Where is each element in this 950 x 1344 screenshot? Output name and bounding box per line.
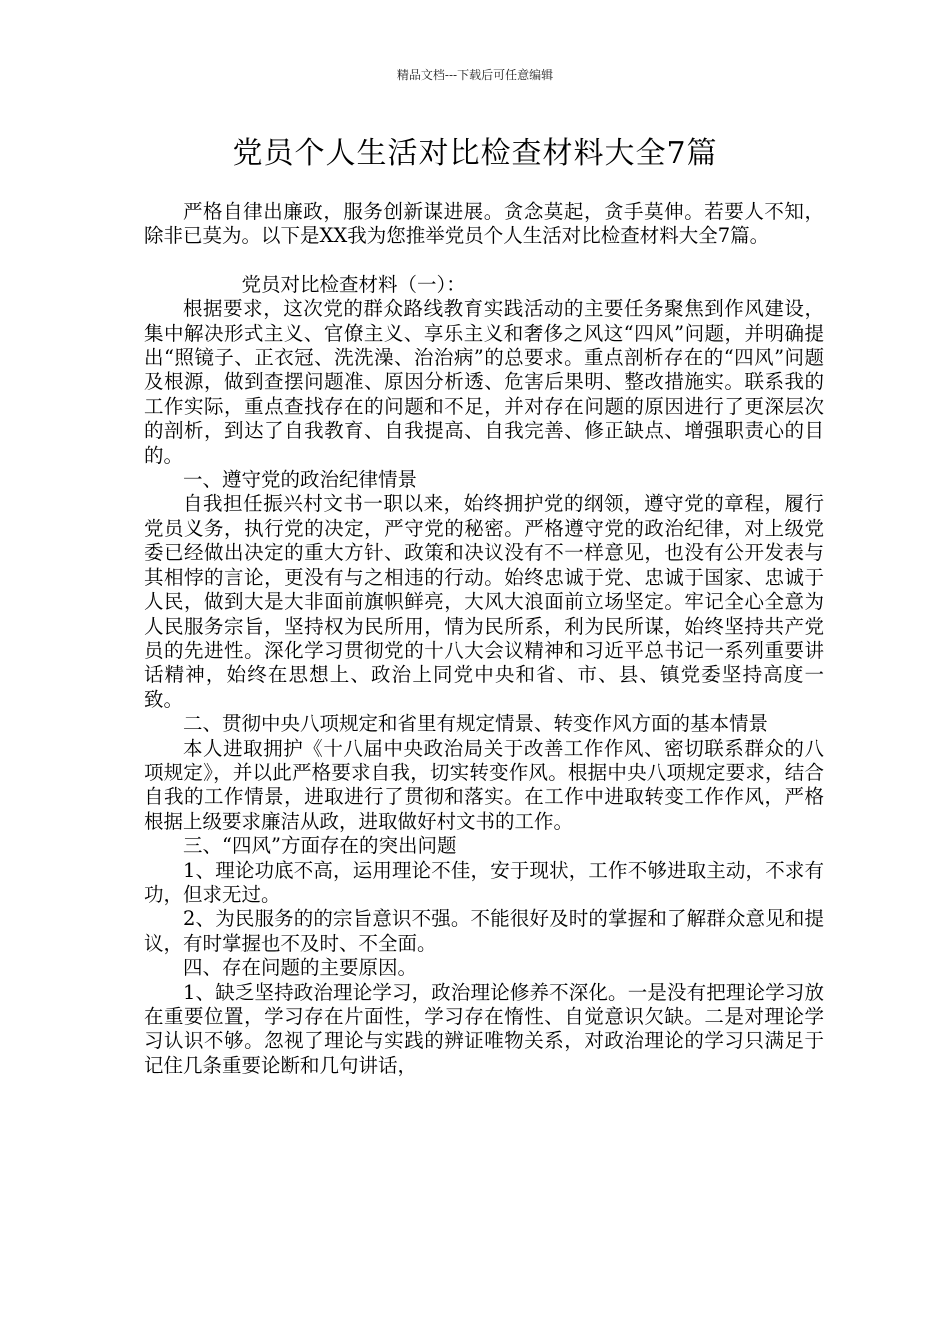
section-heading: 二、贯彻中央八项规定和省里有规定情景、转变作风方面的基本情景 bbox=[183, 712, 769, 736]
paragraph: 2、为民服务的的宗旨意识不强。不能很好及时的掌握和了解群众意见和提议，有时掌握也不及时、不全面。 bbox=[144, 907, 824, 955]
section-heading: 一、遵守党的政治纪律情景 bbox=[183, 468, 418, 492]
paragraph: 1、理论功底不高，运用理论不佳，安于现状，工作不够进取主动，不求有功，但求无过。 bbox=[144, 858, 824, 906]
header-note: 精品文档---下载后可任意编辑 bbox=[396, 68, 554, 82]
section-heading: 党员对比检查材料（一）： bbox=[241, 272, 466, 296]
section-heading: 三、“四风”方面存在的突出问题 bbox=[183, 834, 457, 858]
paragraph: 根据要求，这次党的群众路线教育实践活动的主要任务聚焦到作风建设，集中解决形式主义、官僚主义、享乐主义和奢侈之风这“四风”问题，并明确提出“照镜子、正衣冠、洗洗澡、治治病”的总要求。重点剖析存在的“四风”问题及根源，做到查摆问题准、原因分析透、危害后果明、整改措施实。联系我的工作实际，重点查找存在的问题和不足，并对存在问题的原因进行了更深层次的剖析，到达了自我教育、自我提高、自我完善、修正缺点、增强职责心的目的。 bbox=[144, 297, 824, 467]
document-title: 党员个人生活对比检查材料大全7篇 bbox=[232, 136, 718, 171]
paragraph: 1、缺乏坚持政治理论学习，政治理论修养不深化。一是没有把理论学习放在重要位置，学习存在片面性，学习存在惰性、自觉意识欠缺。二是对理论学习认识不够。忽视了理论与实践的辨证唯物关系，对政治理论的学习只满足于记住几条重要论断和几句讲话， bbox=[144, 980, 824, 1077]
paragraph: 本人进取拥护《十八届中央政治局关于改善工作作风、密切联系群众的八项规定》，并以此严格要求自我，切实转变作风。根据中央八项规定要求，结合自我的工作情景，进取进行了贯彻和落实。在工作中进取转变工作作风，严格根据上级要求廉洁从政，进取做好村文书的工作。 bbox=[144, 736, 824, 833]
intro-paragraph: 严格自律出廉政，服务创新谋进展。贪念莫起，贪手莫伸。若要人不知，除非已莫为。以下是XX我为您推举党员个人生活对比检查材料大全7篇。 bbox=[144, 200, 824, 248]
section-heading: 四、存在问题的主要原因。 bbox=[183, 956, 418, 980]
document-body bbox=[144, 200, 824, 1078]
paragraph: 自我担任振兴村文书一职以来，始终拥护党的纲领，遵守党的章程，履行党员义务，执行党的决定，严守党的秘密。严格遵守党的政治纪律，对上级党委已经做出决定的重大方针、政策和决议没有不一样意见，也没有公开发表与其相悖的言论，更没有与之相违的行动。始终忠诚于党、忠诚于国家、忠诚于人民，做到大是大非面前旗帜鲜亮，大风大浪面前立场坚定。牢记全心全意为人民服务宗旨，坚持权为民所用，情为民所系，利为民所谋，始终坚持共产党员的先进性。深化学习贯彻党的十八大会议精神和习近平总书记一系列重要讲话精神，始终在思想上、政治上同党中央和省、市、县、镇党委坚持高度一致。 bbox=[144, 492, 824, 711]
